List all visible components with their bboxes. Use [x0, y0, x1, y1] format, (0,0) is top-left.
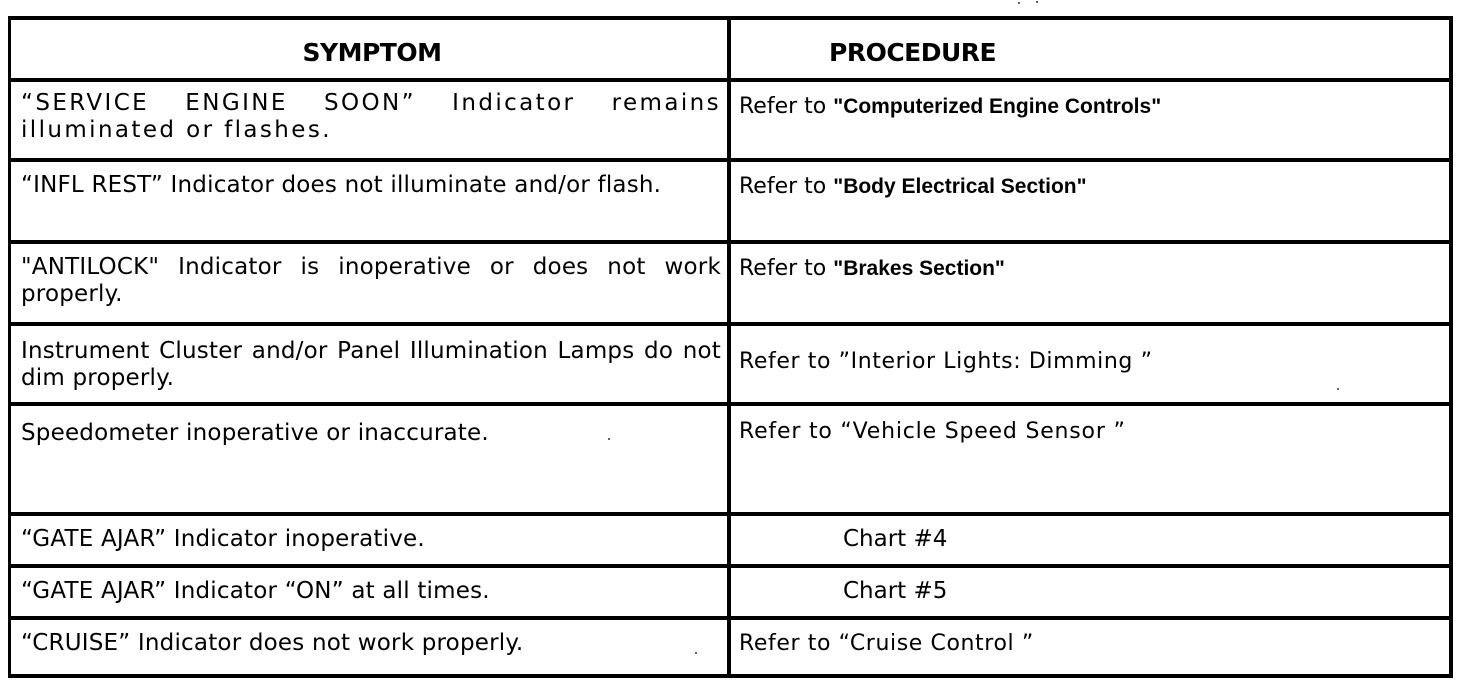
header-symptom: SYMPTOM — [11, 20, 731, 82]
procedure-prefix: Refer to — [739, 174, 834, 199]
symptom-cell-gate-ajar-on: “GATE AJAR” Indicator “ON” at all times. — [11, 568, 731, 620]
symptom-cell-speedometer: Speedometer inoperative or inaccurate. — [11, 406, 731, 516]
procedure-cell-vehicle-speed-sensor: Refer to “Vehicle Speed Sensor ” — [731, 406, 1449, 516]
symptom-cell-instrument-cluster: Instrument Cluster and/or Panel Illumination Lamps do not dim properly. — [11, 326, 731, 406]
symptom-cell-service-engine-soon: “SERVICE ENGINE SOON” Indicator remains illuminated or flashes. — [11, 82, 731, 162]
header-procedure: PROCEDURE — [731, 20, 1449, 82]
symptom-cell-gate-ajar-inoperative: “GATE AJAR” Indicator inoperative. — [11, 516, 731, 568]
scan-speck — [1036, 1, 1038, 3]
procedure-cell-brakes — [731, 244, 1449, 326]
procedure-prefix: Refer to — [739, 94, 834, 119]
symptom-cell-infl-rest: “INFL REST” Indicator does not illuminate and/or flash. — [11, 162, 731, 244]
procedure-cell-chart-5: Chart #5 — [731, 568, 1449, 620]
symptom-procedure-table — [8, 16, 1453, 678]
procedure-reference: "Computerized Engine Controls" — [833, 95, 1162, 118]
scan-speck — [1018, 2, 1020, 4]
procedure-cell-cruise-control: Refer to “Cruise Control ” — [739, 631, 1034, 656]
scan-speck — [1337, 388, 1339, 390]
procedure-cell-computerized-engine-controls — [731, 82, 1449, 162]
procedure-cell-interior-lights: Refer to ”Interior Lights: Dimming ” — [731, 326, 1449, 406]
procedure-reference: "Brakes Section" — [833, 257, 1005, 280]
procedure-prefix: Refer to — [739, 256, 834, 281]
symptom-cell-antilock: "ANTILOCK" Indicator is inoperative or does not work properly. — [11, 244, 731, 326]
procedure-reference: "Body Electrical Section" — [833, 175, 1087, 198]
procedure-cell-chart-4: Chart #4 — [731, 516, 1449, 568]
scan-speck — [608, 438, 610, 440]
procedure-cell-body-electrical — [731, 162, 1449, 244]
scan-speck — [695, 652, 697, 654]
symptom-cell-cruise: “CRUISE” Indicator does not work properly. — [11, 620, 731, 674]
